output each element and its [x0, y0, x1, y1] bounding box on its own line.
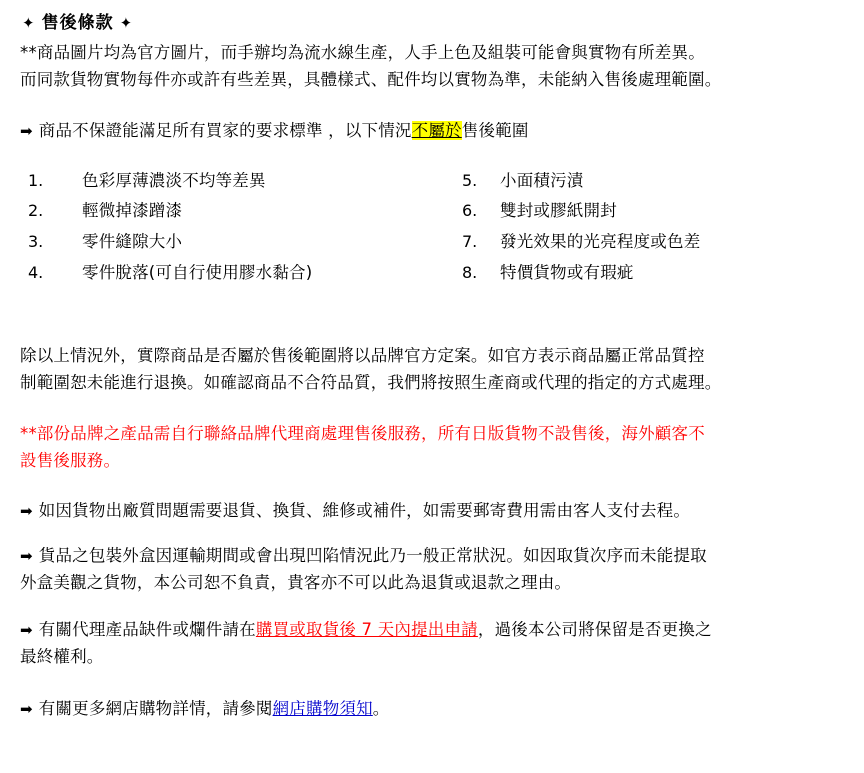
page-title — [22, 8, 848, 33]
list-item — [460, 169, 848, 194]
list-item-label: 輕微掉漆蹭漆 — [82, 201, 183, 221]
policy-line-2: 制範圍恕未能進行退換。如確認商品不合符品質，我們將按照生產商或代理的指定的方式處理。 — [20, 372, 722, 392]
notice-highlight: 不屬於 — [411, 121, 462, 141]
agent-claim-emphasis: 購買或取貨後 7 天內提出申請 — [255, 620, 478, 640]
list-item-label: 色彩厚薄濃淡不均等差異 — [82, 170, 266, 190]
list-item-number: 3. — [28, 232, 44, 252]
footer-text-after: 。 — [372, 698, 390, 718]
bullet-shipping — [20, 497, 848, 524]
list-item-number: 7. — [462, 232, 478, 252]
bullet-packaging-text-line-1: 貨品之包裝外盒因運輸期間或會出現凹陷情況此乃一般正常狀況。如因取貨次序而未能提取 — [38, 545, 707, 565]
notice-line — [20, 117, 848, 144]
footer-line — [20, 695, 848, 722]
list-item-number: 1. — [28, 170, 44, 190]
list-item-label: 小面積污漬 — [500, 170, 584, 190]
shopping-guide-link[interactable]: 網店購物須知 — [272, 698, 373, 718]
list-item — [20, 169, 460, 194]
list-item — [20, 199, 460, 224]
list-item — [20, 261, 460, 286]
intro-line-2: 而同款貨物實物每件亦或許有些差異，具體樣式、配件均以實物為準，未能納入售後處理範圍。 — [20, 70, 722, 90]
arrow-icon-packaging: ➡ — [20, 546, 33, 565]
agent-claim-line-2: 最終權利。 — [20, 647, 104, 667]
agent-claim-text-after: ，過後本公司將保留是否更換之 — [477, 620, 712, 640]
list-item — [460, 261, 848, 286]
red-notice-line-2: 設售後服務。 — [20, 451, 121, 471]
list-item-label: 發光效果的光亮程度或色差 — [500, 232, 701, 252]
list-item-number: 2. — [28, 201, 44, 221]
list-item — [460, 199, 848, 224]
list-item-label: 特價貨物或有瑕疵 — [500, 262, 634, 282]
arrow-icon-notice: ➡ — [20, 122, 33, 141]
notice-text-before: 商品不保證能滿足所有買家的要求標準 ，以下情況 — [38, 121, 412, 141]
policy-line-1: 除以上情況外，實際商品是否屬於售後範圍將以品牌官方定案。如官方表示商品屬正常品質控 — [20, 345, 705, 365]
agent-claim-text-before: 有關代理產品缺件或爛件請在 — [38, 620, 256, 640]
red-notice-line-1: **部份品牌之產品需自行聯絡品牌代理商處理售後服務，所有日版貨物不設售後，海外顧客不 — [20, 424, 705, 444]
bullet-packaging — [20, 542, 848, 569]
list-item-label: 雙封或膠紙開封 — [500, 201, 617, 221]
page-title-text: 售後條款 — [41, 13, 114, 33]
notice-text-after: 售後範圍 — [461, 121, 529, 141]
arrow-icon-agent-claim: ➡ — [20, 621, 33, 640]
list-item-number: 8. — [462, 262, 478, 282]
exclusion-list — [20, 169, 848, 286]
diamond-icon-left: ✦ — [22, 14, 36, 32]
bullet-packaging-text-line-2: 外盒美觀之貨物，本公司恕不負責，貴客亦不可以此為退貨或退款之理由。 — [20, 572, 572, 592]
list-item-label: 零件脫落(可自行使用膠水黏合) — [82, 262, 313, 282]
list-item — [20, 230, 460, 255]
list-item — [460, 230, 848, 255]
diamond-icon-right: ✦ — [119, 14, 134, 32]
arrow-icon-shipping: ➡ — [20, 501, 33, 520]
intro-line-1: **商品圖片均為官方圖片，而手辦均為流水線生產，人手上色及組裝可能會與實物有所差異。 — [20, 43, 705, 62]
bullet-agent-claim — [20, 616, 848, 643]
bullet-shipping-text: 如因貨物出廠質問題需要退貨、換貨、維修或補件，如需要郵寄費用需由客人支付去程。 — [38, 500, 691, 520]
list-item-number: 5. — [462, 170, 478, 190]
list-item-number: 6. — [462, 201, 478, 221]
footer-text-before: 有關更多網店購物詳情，請參閱 — [38, 698, 273, 718]
arrow-icon-footer: ➡ — [20, 699, 33, 718]
list-item-number: 4. — [28, 262, 44, 282]
list-item-label: 零件縫隙大小 — [82, 232, 183, 252]
